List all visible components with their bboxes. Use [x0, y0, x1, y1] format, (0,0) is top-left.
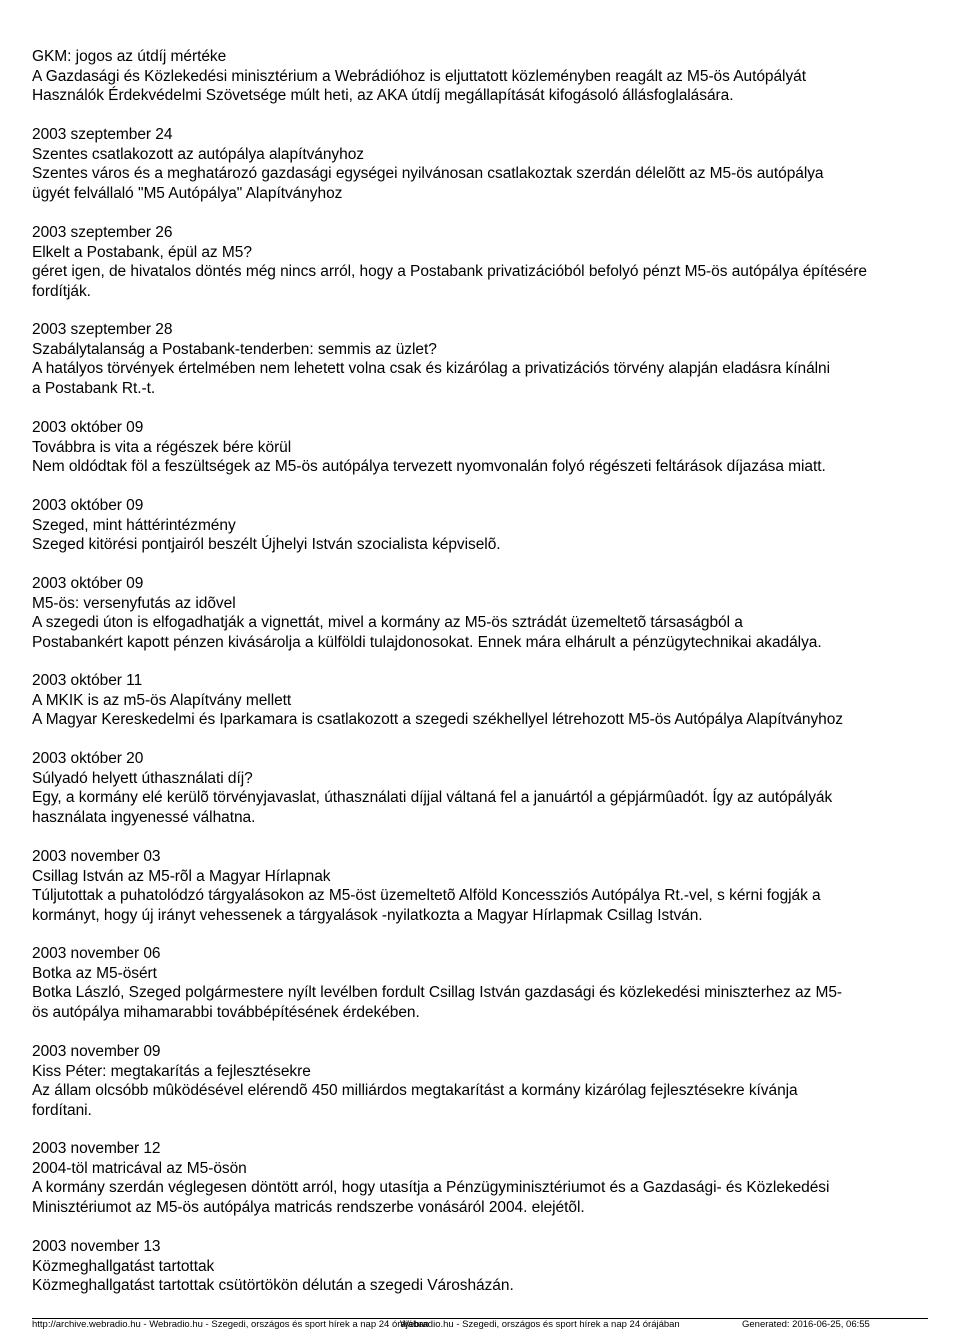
news-entry [32, 671, 912, 730]
entry-text-line: Közmeghallgatást tartottak csütörtökön délután a szegedi Városházán. [32, 1277, 514, 1294]
entry-date: 2003 szeptember 24 [32, 126, 173, 143]
news-entry [32, 418, 912, 477]
entry-date: 2003 november 13 [32, 1238, 161, 1255]
entry-date: 2003 november 03 [32, 848, 161, 865]
entry-date: 2003 október 11 [32, 672, 143, 689]
footer-center-text: Webradio.hu - Szegedi, országos és sport hírek a nap 24 órájában [400, 1319, 680, 1330]
entry-title: Szabálytalanság a Postabank-tenderben: semmis az üzlet? [32, 340, 437, 358]
entry-title: 2004-töl matricával az M5-ösön [32, 1159, 247, 1177]
entry-text-line: a Postabank Rt.-t. [32, 379, 156, 397]
entry-title: M5-ös: versenyfutás az idõvel [32, 594, 236, 612]
entry-title: Súlyadó helyett úthasználati díj? [32, 769, 253, 787]
intro-text-line: A Gazdasági és Közlekedési minisztérium a Webrádióhoz is eljuttatott közleményben reagált az M5-ös Autópályát [32, 67, 806, 85]
entry-title: Szentes csatlakozott az autópálya alapítványhoz [32, 145, 364, 163]
intro-text-line: Használók Érdekvédelmi Szövetsége múlt heti, az AKA útdíj megállapítását kifogásoló állásfoglalására. [32, 87, 734, 104]
entry-date: 2003 október 09 [32, 419, 144, 436]
entry-text-line: Botka László, Szeged polgármestere nyílt levélben fordult Csillag István gazdasági és közlekedési miniszterhez az M5- [32, 984, 843, 1001]
news-entry [32, 1042, 912, 1120]
entry-text-line: Szeged kitörési pontjairól beszélt Újhelyi István szocialista képviselõ. [32, 536, 501, 553]
news-entry [32, 496, 912, 555]
entry-text-line: kormányt, hogy új irányt vehessenek a tárgyalások -nyilatkozta a Magyar Hírlapmak Csillag István. [32, 906, 703, 924]
entry-date: 2003 szeptember 26 [32, 224, 173, 241]
intro-block [32, 47, 912, 106]
intro-title: GKM: jogos az útdíj mértéke [32, 48, 227, 65]
entry-text-line: Az állam olcsóbb mûködésével elérendõ 450 milliárdos megtakarítást a kormány kizárólag fejlesztésekre kívánja [32, 1082, 798, 1099]
news-entry [32, 223, 912, 301]
news-entry [32, 847, 912, 925]
news-entry [32, 1237, 912, 1296]
entry-date: 2003 november 12 [32, 1140, 161, 1157]
entry-text-line: Szentes város és a meghatározó gazdasági egységei nyilvánosan csatlakoztak szerdán délelõtt az M5-ös autópálya [32, 165, 824, 182]
entry-text-line: Egy, a kormány elé kerülõ törvényjavaslat, úthasználati díjjal váltaná fel a januártól a gépjármûadót. Így az autópályák [32, 789, 833, 806]
footer-generated-text: Generated: 2016-06-25, 06:55 [742, 1319, 870, 1330]
entry-text-line: Nem oldódtak föl a feszültségek az M5-ös autópálya tervezett nyomvonalán folyó régészeti feltárások díjazása miatt. [32, 458, 826, 475]
entry-date: 2003 október 20 [32, 750, 144, 767]
entry-text-line: Minisztériumot az M5-ös autópálya matricás rendszerbe vonásáról 2004. elejétõl. [32, 1198, 585, 1216]
news-entry [32, 944, 912, 1022]
entry-text-line: Postabankért kapott pénzen kivásárolja a külföldi tulajdonosokat. Ennek mára elhárult a pénzügytechnikai akadálya. [32, 633, 822, 651]
footer-left-text: http://archive.webradio.hu - Webradio.hu - Szegedi, országos és sport hírek a nap 24 órájában [32, 1319, 429, 1330]
entry-text-line: használata ingyenessé válhatna. [32, 808, 256, 826]
news-entry [32, 1139, 912, 1217]
entry-text-line: fordítani. [32, 1101, 92, 1119]
news-entry [32, 749, 912, 827]
entry-title: Botka az M5-ösért [32, 964, 157, 982]
entry-title: Szeged, mint háttérintézmény [32, 516, 236, 534]
news-entry [32, 125, 912, 203]
entry-text-line: ügyét felvállaló "M5 Autópálya" Alapítványhoz [32, 184, 343, 202]
entry-title: Kiss Péter: megtakarítás a fejlesztésekre [32, 1062, 311, 1080]
entry-text-line: ös autópálya mihamarabbi továbbépítésének érdekében. [32, 1003, 420, 1021]
entry-date: 2003 november 09 [32, 1043, 161, 1060]
entry-text-line: A Magyar Kereskedelmi és Iparkamara is csatlakozott a szegedi székhellyel létrehozott M5-ös Autópálya Alapítványhoz [32, 711, 843, 728]
entry-text-line: géret igen, de hivatalos döntés még nincs arról, hogy a Postabank privatizációból befolyó pénzt M5-ös autópálya építésére [32, 263, 867, 280]
entry-date: 2003 szeptember 28 [32, 321, 173, 338]
entry-text-line: fordítják. [32, 282, 91, 300]
entry-title: Elkelt a Postabank, épül az M5? [32, 243, 252, 261]
entry-date: 2003 október 09 [32, 575, 144, 592]
news-entry [32, 320, 912, 398]
entry-text-line: A szegedi úton is elfogadhatják a vignettát, mivel a kormány az M5-ös sztrádát üzemeltetõ társaságból a [32, 614, 743, 631]
news-entry [32, 574, 912, 652]
entry-text-line: Túljutottak a puhatolódzó tárgyalásokon az M5-öst üzemeltetõ Alföld Koncessziós Autópálya Rt.-vel, s kérni fogják a [32, 887, 821, 904]
entry-date: 2003 november 06 [32, 945, 161, 962]
entry-date: 2003 október 09 [32, 497, 144, 514]
entry-title: Közmeghallgatást tartottak [32, 1257, 215, 1275]
entry-title: Csillag István az M5-rõl a Magyar Hírlapnak [32, 867, 331, 885]
entry-title: A MKIK is az m5-ös Alapítvány mellett [32, 691, 292, 709]
entry-title: Továbbra is vita a régészek bére körül [32, 438, 292, 456]
entry-text-line: A kormány szerdán véglegesen döntött arról, hogy utasítja a Pénzügyminisztériumot és a Gazdasági- és Közlekedési [32, 1179, 830, 1196]
entry-text-line: A hatályos törvények értelmében nem lehetett volna csak és kizárólag a privatizációs törvény alapján eladásra kínálni [32, 360, 831, 377]
